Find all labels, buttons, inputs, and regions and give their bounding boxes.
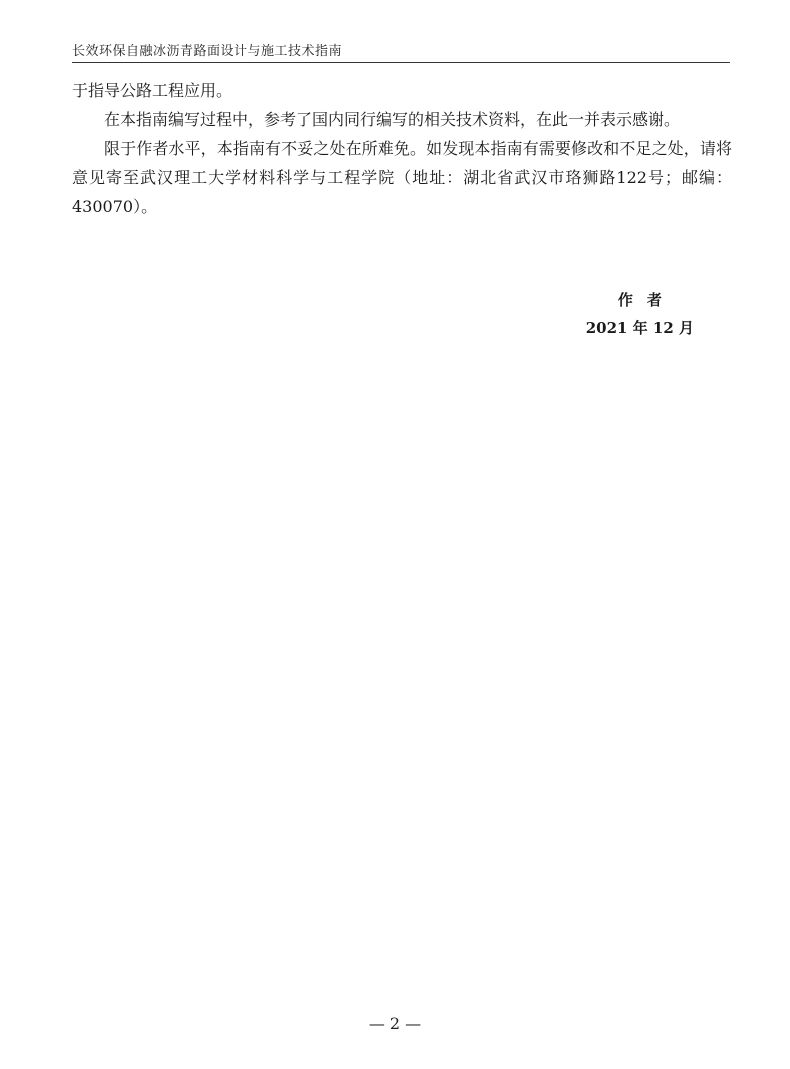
header-divider: [72, 62, 730, 63]
signature-author: 作者: [617, 291, 676, 309]
paragraph-acknowledgement: 在本指南编写过程中，参考了国内同行编写的相关技术资料，在此一并表示感谢。: [104, 110, 681, 129]
paragraph-feedback: 限于作者水平，本指南有不妥之处在所难免。如发现本指南有需要修改和不足之处，请将意见寄至武汉理工大学材料科学与工程学院（地址：湖北省武汉市珞狮路122号；邮编：430070）。: [72, 139, 732, 216]
signature-block: [586, 286, 694, 342]
running-header: 长效环保自融冰沥青路面设计与施工技术指南: [72, 44, 343, 59]
paragraph-continuation: 于指导公路工程应用。: [72, 81, 233, 100]
page-number: — 2 —: [368, 1014, 422, 1033]
body-text: [72, 76, 732, 221]
signature-date: 2021 年 12 月: [585, 319, 694, 337]
